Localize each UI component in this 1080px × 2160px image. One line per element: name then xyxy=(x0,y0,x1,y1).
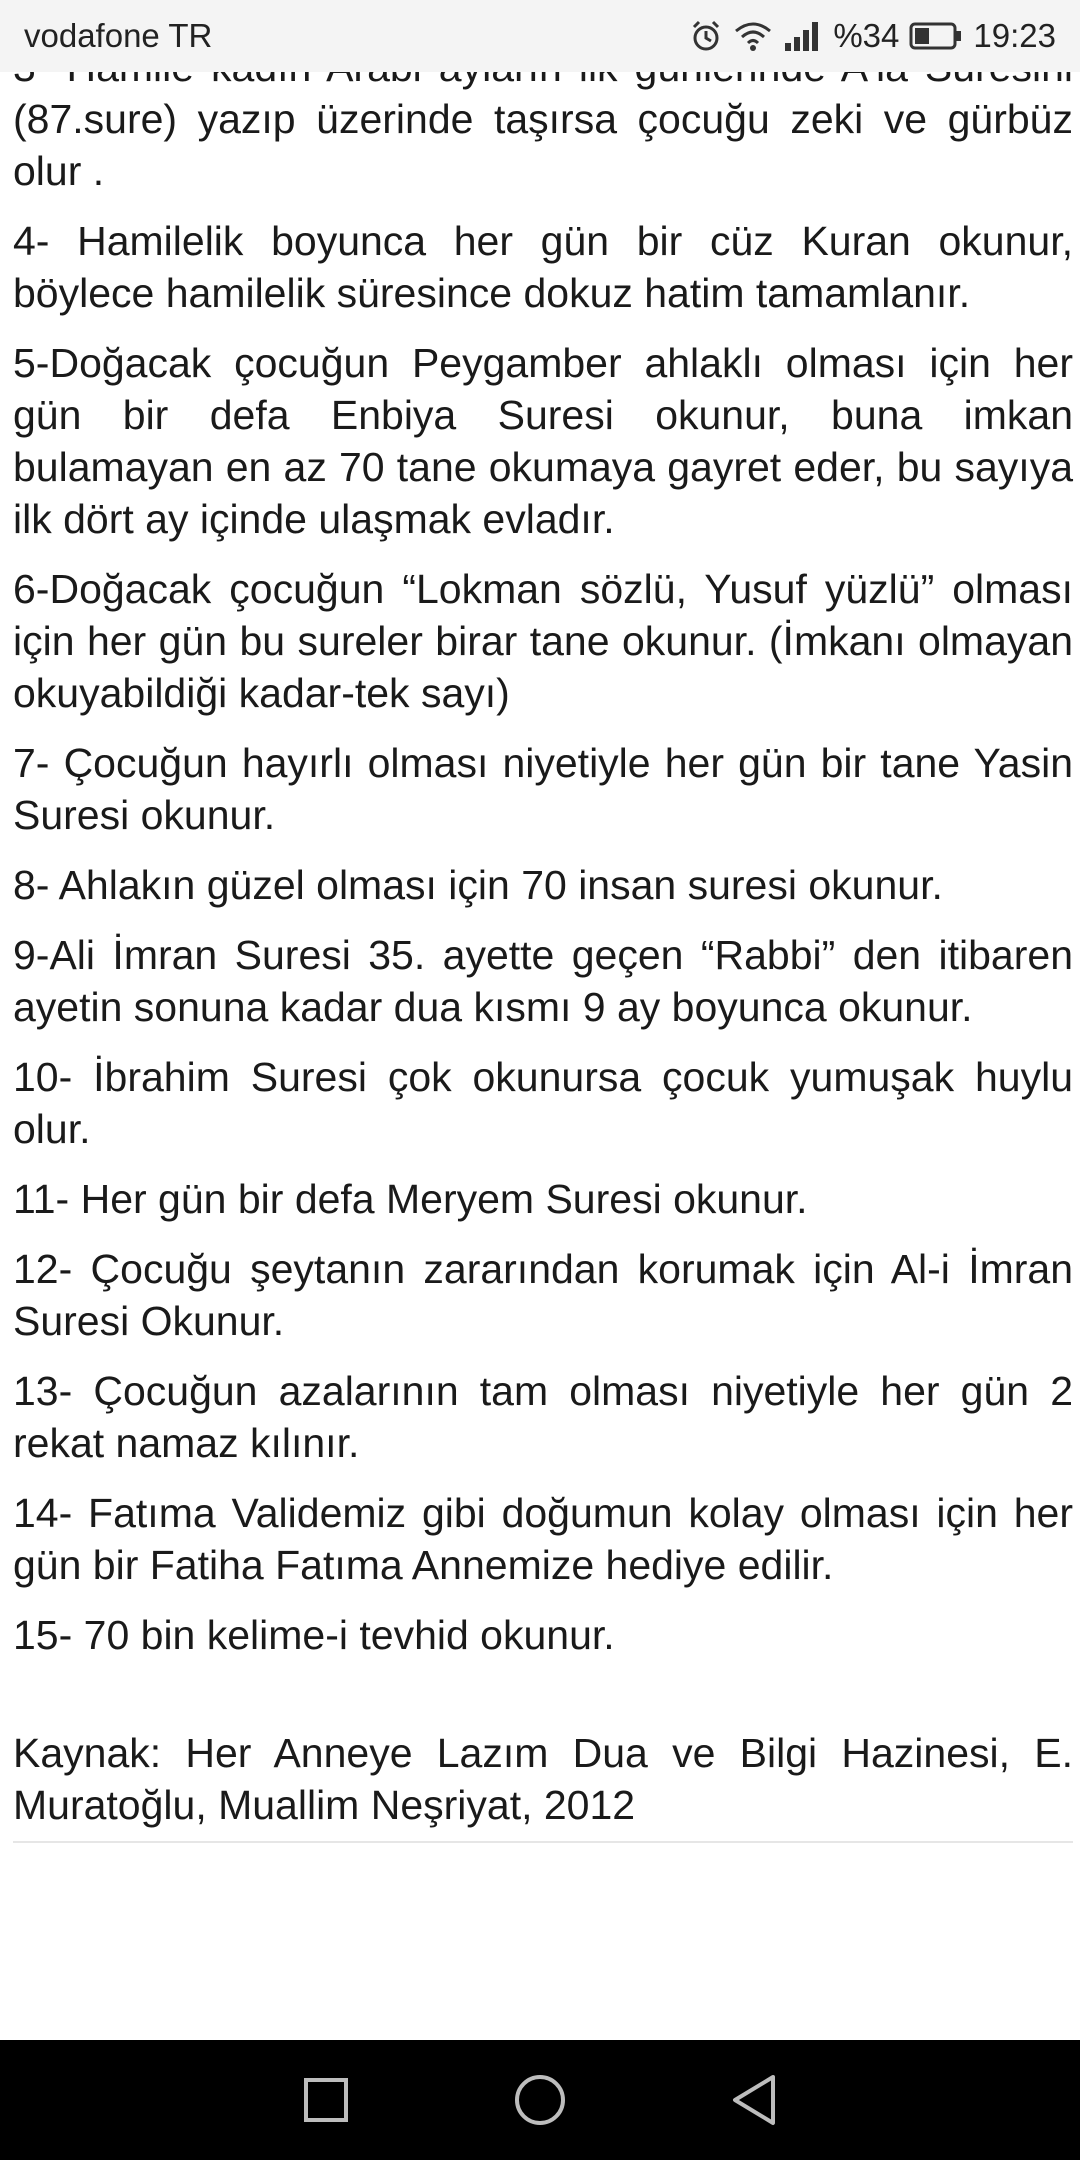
home-icon[interactable] xyxy=(510,2070,570,2130)
status-bar xyxy=(0,0,1080,72)
list-item: 6-Doğacak çocuğun “Lokman sözlü, Yusuf yüzlü” olması için her gün bu sureler birar tane okunur. (İmkanı olmayan okuyabildiği kadar-tek sayı) xyxy=(13,566,1073,716)
list-item: 8- Ahlakın güzel olması için 70 insan suresi okunur. xyxy=(13,862,943,908)
list-item: 12- Çocuğu şeytanın zararından korumak için Al-i İmran Suresi Okunur. xyxy=(13,1246,1073,1344)
list-item: 13- Çocuğun azalarının tam olması niyetiyle her gün 2 rekat namaz kılınır. xyxy=(13,1368,1073,1466)
wifi-icon xyxy=(733,19,773,53)
signal-icon xyxy=(783,19,823,53)
list-item: 10- İbrahim Suresi çok okunursa çocuk yumuşak huylu olur. xyxy=(13,1054,1073,1152)
carrier-name: vodafone TR xyxy=(24,17,213,54)
article-content xyxy=(13,41,1073,1884)
battery-percent: %34 xyxy=(833,17,900,54)
list-item: 7- Çocuğun hayırlı olması niyetiyle her gün bir tane Yasin Suresi okunur. xyxy=(13,740,1073,838)
status-icons xyxy=(689,17,1056,55)
alarm-icon xyxy=(689,19,723,53)
clock-time: 19:23 xyxy=(973,17,1056,54)
list-item: 5-Doğacak çocuğun Peygamber ahlaklı olması için her gün bir defa Enbiya Suresi okunur, buna imkan bulamayan en az 70 tane okumaya gayret eder, bu sayıya ilk dört ay içinde ulaşmak evladır. xyxy=(13,340,1073,542)
recent-apps-icon[interactable] xyxy=(296,2070,356,2130)
list-item: 11- Her gün bir defa Meryem Suresi okunur. xyxy=(13,1176,808,1222)
back-icon[interactable] xyxy=(724,2070,784,2130)
source-citation: Kaynak: Her Anneye Lazım Dua ve Bilgi Hazinesi, E. Muratoğlu, Muallim Neşriyat, 2012 xyxy=(13,1727,1073,1843)
list-item: 14- Fatıma Validemiz gibi doğumun kolay olması için her gün bir Fatiha Fatıma Annemize hediye edilir. xyxy=(13,1490,1073,1588)
navigation-bar xyxy=(0,2040,1080,2160)
list-item: 15- 70 bin kelime-i tevhid okunur. xyxy=(13,1612,615,1658)
list-item: 9-Ali İmran Suresi 35. ayette geçen “Rabbi” den itibaren ayetin sonuna kadar dua kısmı 9 ay boyunca okunur. xyxy=(13,932,1073,1030)
list-item: (87.sure) yazıp üzerinde taşırsa çocuğu zeki ve gürbüz olur . xyxy=(13,96,1073,194)
battery-icon xyxy=(909,21,963,51)
list-item: 4- Hamilelik boyunca her gün bir cüz Kuran okunur, böylece hamilelik süresince dokuz hatim tamamlanır. xyxy=(13,218,1073,316)
